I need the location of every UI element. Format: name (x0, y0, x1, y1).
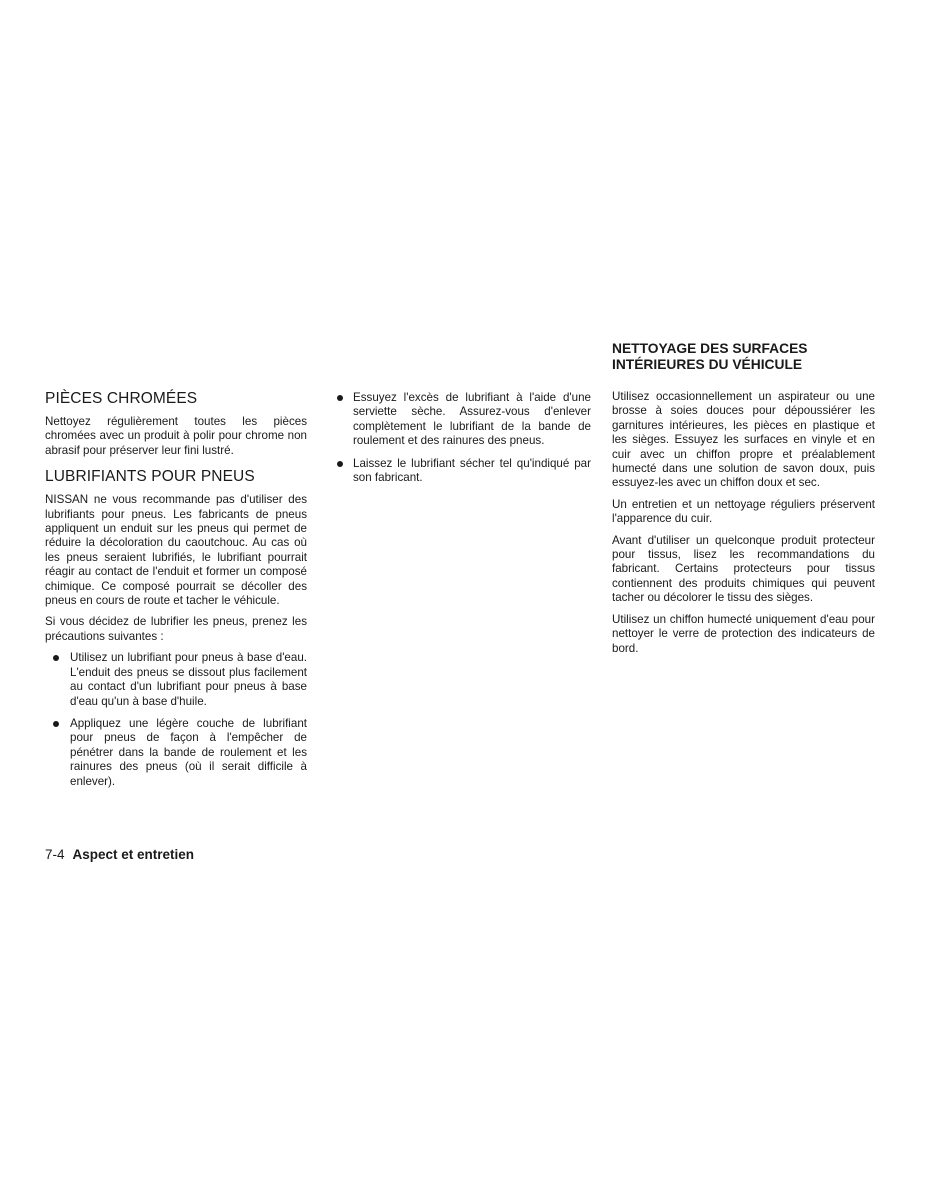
middle-column (336, 391, 591, 493)
footer-section-title: Aspect et entretien (72, 847, 195, 862)
paragraph-tire-lubricants: NISSAN ne vous recommande pas d'utiliser des lubrifiants pour pneus. Les fabricants de pneus appliquent un enduit sur les pneus qui permet de réduire la décoloration du caoutchouc. Au cas où les pneus seraient lubrifiés, le lubrifiant pourrait réagir au contact de l'enduit et former un composé chimique. Ce composé pourrait se décoller des pneus en cours de route et tacher le véhicule. (45, 493, 307, 608)
list-item-text: Appliquez une légère couche de lubrifiant pour pneus de façon à l'empêcher de pénétrer dans la bande de roulement et les rainures des pneus (où il serait difficile à enlever). (70, 716, 307, 788)
list-item (45, 651, 307, 709)
page-footer (45, 847, 194, 863)
page-number: 7-4 (45, 847, 65, 862)
paragraph-leather-care: Un entretien et un nettoyage réguliers préservent l'apparence du cuir. (612, 497, 875, 526)
paragraph-gauge-glass: Utilisez un chiffon humecté uniquement d'eau pour nettoyer le verre de protection des indicateurs de bord. (612, 612, 875, 655)
right-column (612, 341, 875, 663)
section-heading-chrome: PIÈCES CHROMÉES (45, 390, 198, 407)
bullet-icon (337, 461, 343, 467)
list-item (336, 391, 591, 449)
precautions-list-continued (336, 391, 591, 485)
list-item-text: Utilisez un lubrifiant pour pneus à base d'eau. L'enduit des pneus se dissout plus facilement au contact d'un lubrifiant pour pneus à base d'eau qu'un à base d'huile. (70, 651, 307, 708)
paragraph-precautions-intro: Si vous décidez de lubrifier les pneus, prenez les précautions suivantes : (45, 615, 307, 643)
bullet-icon (53, 721, 59, 727)
paragraph-fabric-protector: Avant d'utiliser un quelconque produit protecteur pour tissus, lisez les recommandations du fabricant. Certains protecteurs pour tissus contiennent des produits chimiques qui peuvent tacher ou décolorer le tissu des sièges. (612, 533, 875, 605)
list-item (336, 457, 591, 486)
left-column (45, 390, 307, 797)
list-item (45, 717, 307, 789)
section-heading-interior-cleaning (612, 341, 875, 373)
list-item-text: Laissez le lubrifiant sécher tel qu'indiqué par son fabricant. (353, 456, 591, 485)
precautions-list (45, 651, 307, 789)
list-item-text: Essuyez l'excès de lubrifiant à l'aide d'une serviette sèche. Assurez-vous d'enlever complètement le lubrifiant de la bande de roulement et des rainures des pneus. (353, 391, 591, 448)
paragraph-interior-cleaning: Utilisez occasionnellement un aspirateur ou une brosse à soies douces pour dépoussiérer les garnitures intérieures, les pièces en plastique et les sièges. Essuyez les surfaces en vinyle et en cuir avec un chiffon propre et préalablement humecté dans une solution de savon doux, puis essuyez-les avec un chiffon doux et sec. (612, 390, 875, 490)
section-heading-tire-lubricants: LUBRIFIANTS POUR PNEUS (45, 468, 255, 486)
heading-line-1: NETTOYAGE DES SURFACES (612, 341, 808, 356)
bullet-icon (337, 395, 343, 401)
paragraph-chrome: Nettoyez régulièrement toutes les pièces chromées avec un produit à polir pour chrome non abrasif pour préserver leur fini lustré. (45, 415, 307, 457)
bullet-icon (53, 655, 59, 661)
heading-line-2: INTÉRIEURES DU VÉHICULE (612, 357, 803, 372)
